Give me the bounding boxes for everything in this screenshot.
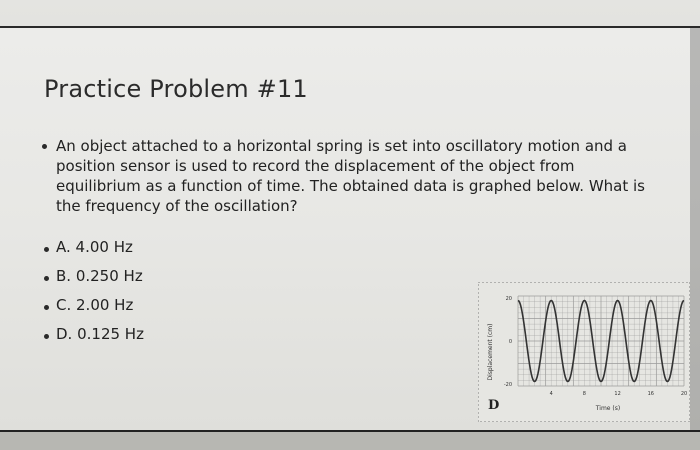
graph-x-tick-label: 20 xyxy=(680,391,688,397)
bullet-dot xyxy=(42,144,47,149)
graph-y-tick-label: -20 xyxy=(503,382,512,388)
graph-x-tick-label: 8 xyxy=(582,391,586,397)
slide-right-shadow xyxy=(690,28,700,430)
question-text: An object attached to a horizontal spring is set into oscillatory motion and a position sensor is used to record the displacement of the object from equilibrium as a function of time. The obtained data is graphed below. What is the frequency of the oscillation? xyxy=(56,137,645,215)
bullet-dot xyxy=(44,247,49,252)
option-d: D. 0.125 Hz xyxy=(56,325,144,343)
surface-below-slide xyxy=(0,432,700,450)
bullet-dot xyxy=(44,334,49,339)
bullet-dot xyxy=(44,305,49,310)
graph-frame xyxy=(478,282,690,422)
displacement-graph xyxy=(478,282,690,422)
graph-x-tick-label: 12 xyxy=(614,391,621,397)
graph-x-tick-label: 16 xyxy=(647,391,654,397)
graph-corner-letter: D xyxy=(488,398,500,413)
displacement-graph-svg xyxy=(478,282,690,422)
option-a: A. 4.00 Hz xyxy=(56,238,133,256)
option-c: C. 2.00 Hz xyxy=(56,296,134,314)
graph-y-tick-label: 20 xyxy=(505,296,512,302)
graph-y-axis-label: Displacement (cm) xyxy=(487,323,494,381)
graph-x-axis-label: Time (s) xyxy=(595,405,621,412)
graph-x-tick-label: 4 xyxy=(549,391,553,397)
bullet-dot xyxy=(44,276,49,281)
graph-y-tick-label: 0 xyxy=(508,339,512,345)
slide-title: Practice Problem #11 xyxy=(44,75,308,103)
option-b: B. 0.250 Hz xyxy=(56,267,143,285)
